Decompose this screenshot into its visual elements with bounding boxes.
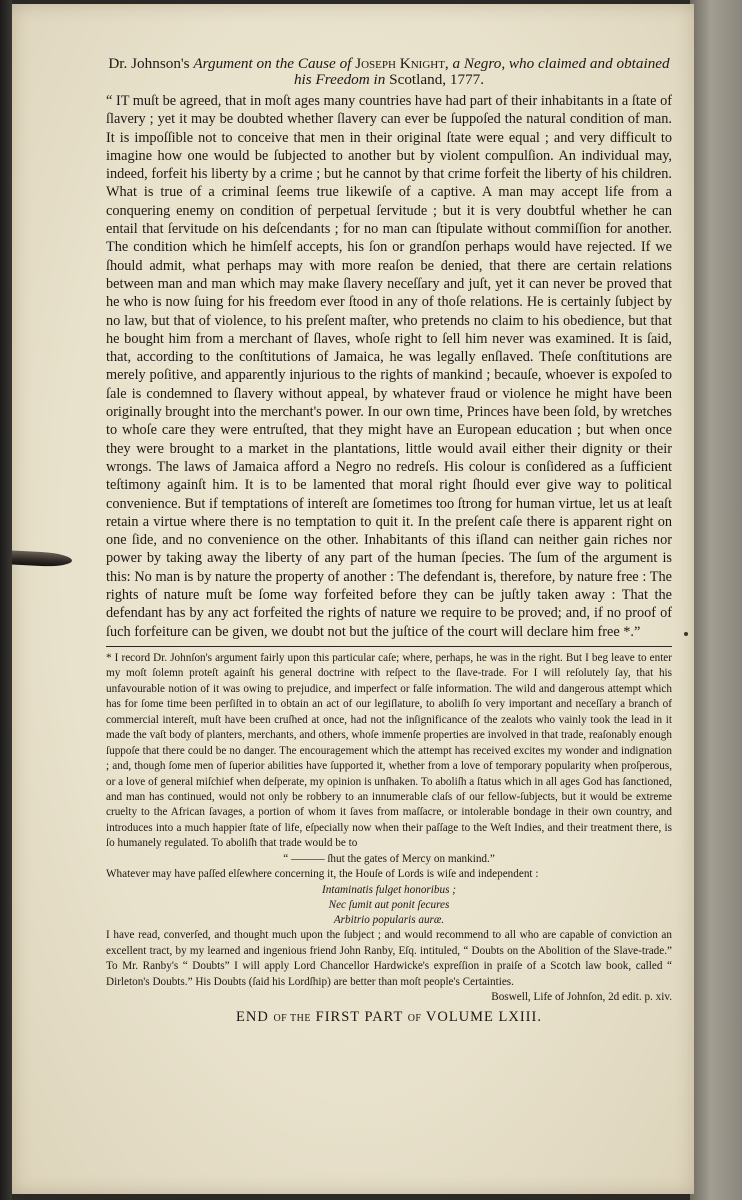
end-word: END [236,1008,269,1025]
footnote-divider [106,646,672,647]
end-of: OF [407,1012,422,1024]
title-prefix: Dr. Johnson's [108,55,190,72]
footnote-signature: Boswell, Life of Johnſon, 2d edit. p. xiv. [491,991,672,1004]
article-title [106,56,672,88]
end-of-the: OF THE [273,1012,311,1024]
poem-line-2: Nec ſumit aut ponit ſecures [328,898,450,911]
title-end: Scotland, 1777. [389,71,485,88]
footnote-lords-line: Whatever may have paſſed elſewhere concerning it, the Houſe of Lords is wiſe and independent : [106,868,539,881]
book-page [12,4,694,1194]
footnote-text: * I record Dr. Johnſon's argument fairly upon this particular caſe; where, perhaps, he was in the right. But I beg leave to enter my moſt ſolemn proteſt againſt his general doctrine with reſpect to the ſlave-trade. For I will reſolutely ſay, that his unfavourable notion of it was owing to prejudice, and imperfect or falſe information. The wild and dangerous attempt which has for ſome time been perſiſted in to obtain an act of our legiſlature, to aboliſh ſo very important and neceſſary a branch of commercial intereſt, muſt have been cruſhed at once, had not the inſignificance of the zealots who vainly took the lead in it made the vaſt body of planters, merchants, and others, whoſe immenſe properties are involved in that trade, reaſonably enough ſuppoſe that there could be no danger. The encouragement which the attempt has received excites my wonder and indignation ; and, though ſome men of ſuperior abilities have ſupported it, whether from a love of temporary popularity when proſperous, or a love of general miſchief when deſperate, my opinion is unſhaken. To aboliſh a ſtatus which in all ages God has ſanctioned, and man has continued, would not only be robbery to an innumerable claſs of our fellow-ſubjects, but it would be extreme cruelty to the African ſavages, a portion of whom it ſaves from maſſacre, or intolerable bondage in their own country, and introduces into a much happier ſtate of life, eſpecially now when their paſſage to the Weſt Indies, and their treatment there, is ſo humanely regulated. To aboliſh that trade would be to [106,651,672,850]
poem-line-1: Intaminatis fulget honoribus ; [322,883,456,896]
article-body: “ IT muſt be agreed, that in moſt ages many countries have had part of their inhabitants in a ſtate of ſlavery ; yet it may be doubted whether ſlavery can ever be ſuppoſed the natural condition of man. It is impoſſible not to conceive that men in their original ſtate were equal ; and very difficult to imagine how one would be ſubjected to another but by violent compulſion. An individual may, indeed, forfeit his liberty by a crime ; but he cannot by that crime forfeit the liberty of his children. What is true of a criminal ſeems true likewiſe of a captive. A man may accept life from a conquering enemy on condition of perpetual ſervitude ; but it is very doubtful whether he can entail that ſervitude on his deſcendants ; for no man can ſtipulate without commiſſion for another. The condition which he himſelf accepts, his ſon or grandſon perhaps would have rejected. If we ſhould admit, what perhaps may with more reaſon be denied, that there are certain relations between man and man which may make ſlavery neceſſary and juſt, yet it can never be proved that he who is now ſuing for his freedom ever ſtood in any of thoſe relations. He is certainly ſubject by no law, but that of violence, to his preſent maſter, who pretends no claim to his obedience, but that he bought him from a merchant of ſlaves, whoſe right to ſell him never was examined. It is ſaid, that, according to the conſtitutions of Jamaica, he was legally enſlaved. Theſe conſtitutions are merely poſitive, and apparently injurious to the rights of mankind ; becauſe, whoever is expoſed to ſale is condemned to ſlavery without appeal, by whatever fraud or violence he might have been originally brought into the merchant's power. In our own time, Princes have been ſold, by wretches to whoſe care they were entruſted, that they might have an European education ; but when once they were brought to a market in the plantations, little would avail either their dignity or their wrongs. The laws of Jamaica afford a Negro no redreſs. His colour is conſidered as a ſufficient teſtimony againſt him. It is to be lamented that moral right ſhould ever give way to political convenience. But if temptations of intereſt are ſometimes too ſtrong for human virtue, let us at leaſt retain a virtue where there is no temptation to quit it. In the preſent caſe there is apparent right on one ſide, and no convenience on the other. Inhabitants of this iſland can neither gain riches nor power by taking away the liberty of any part of the human ſpecies. The ſum of the argument is this: No man is by nature the property of another : The defendant is, therefore, by nature free : The rights of nature muſt be ſome way forfeited before they can be juſtly taken away : That the defendant has by any act forfeited the rights of nature we require to be proved; and, if no proof of ſuch forfeiture can be given, we doubt not but the juſtice of the court will declare him free *.” [106,93,672,640]
bookmark-ribbon [12,550,72,567]
end-of-volume-line [106,1008,672,1028]
title-name: Joseph Knight, [355,55,449,72]
footnote-quote: “ ——— ſhut the gates of Mercy on mankind.” [283,852,495,865]
title-italic-part-2: a Negro, who claimed and obtained his Freedom in [293,55,670,88]
footnote-closing: I have read, converſed, and thought much upon the ſubject ; and would recommend to all who are capable of conviction an excellent tract, by my learned and ingenious friend John Ranby, Eſq. intituled, “ Doubts on the Abolition of the Slave-trade.” To Mr. Ranby's “ Doubts” I will apply Lord Chancellor Hardwicke's expreſſion in praiſe of a Scotch law book, called “ Dirleton's Doubts.” His Doubts (ſaid his Lordſhip) are better than moſt people's Certainties. [106,929,672,988]
end-first-part: FIRST PART [315,1008,404,1025]
end-volume: VOLUME LXIII. [425,1008,542,1025]
book-binding-left [0,0,12,1200]
book-page-edges [690,0,742,1200]
title-italic-part-1: Argument on the Cause of [193,55,352,72]
poem-line-3: Arbitrio popularis auræ. [333,914,445,927]
ink-spot [684,632,688,636]
page-content [106,56,672,1028]
